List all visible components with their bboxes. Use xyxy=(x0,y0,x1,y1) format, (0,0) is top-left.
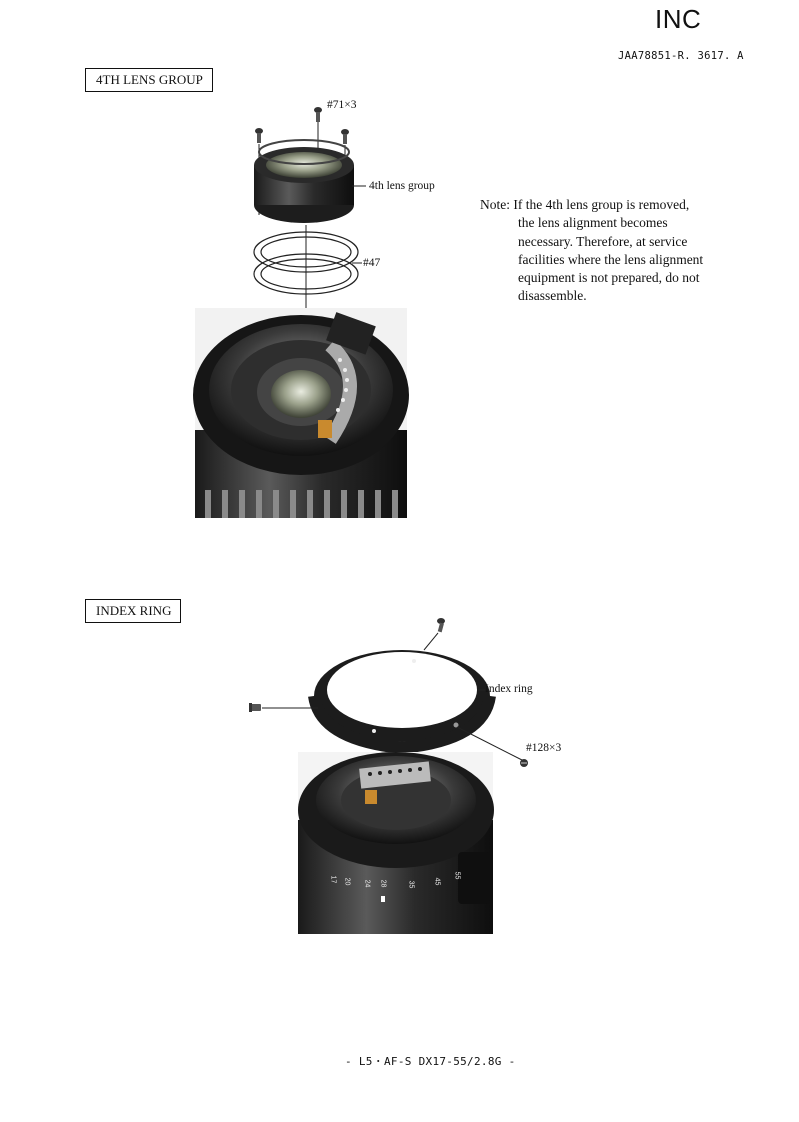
note-line-6: disassemble. xyxy=(518,288,587,304)
screw-icon xyxy=(249,703,261,712)
note-line-3: necessary. Therefore, at service xyxy=(518,233,688,249)
lens-barrel-photo xyxy=(298,752,494,934)
label-screw-128: #128×3 xyxy=(526,742,562,754)
scale-mark: 20 xyxy=(343,877,351,886)
note-line-4: facilities where the lens alignment xyxy=(518,251,704,267)
section-title-index-ring: INDEX RING xyxy=(85,599,181,623)
brand-mark: INC xyxy=(655,4,702,34)
page-footer: - L5・AF-S DX17-55/2.8G - xyxy=(345,1055,516,1068)
scale-mark: 55 xyxy=(453,871,461,880)
scale-mark: 17 xyxy=(329,875,337,884)
focal-scale xyxy=(329,872,469,892)
section-title-4th-lens-group: 4TH LENS GROUP xyxy=(85,68,213,92)
scale-mark: 35 xyxy=(407,880,415,889)
note-line-2: the lens alignment becomes xyxy=(518,215,668,231)
screw-icon xyxy=(437,618,445,632)
note-line-1: If the 4th lens group is removed, xyxy=(513,197,690,212)
label-screw-71: #71×3 xyxy=(327,99,357,111)
note-line-5: equipment is not prepared, do not xyxy=(518,270,700,286)
note-prefix: Note: xyxy=(480,197,510,212)
scale-mark: 24 xyxy=(363,879,371,888)
index-ring-part xyxy=(314,650,490,748)
scale-mark: 28 xyxy=(379,879,387,888)
label-index-ring: Index ring xyxy=(485,683,533,695)
document-id: JAA78851-R. 3617. A xyxy=(618,50,744,62)
scale-mark: 45 xyxy=(433,877,441,886)
label-4th-lens-group: 4th lens group xyxy=(369,180,435,192)
screw-icon xyxy=(520,759,528,767)
label-washer-47: #47 xyxy=(363,257,381,269)
